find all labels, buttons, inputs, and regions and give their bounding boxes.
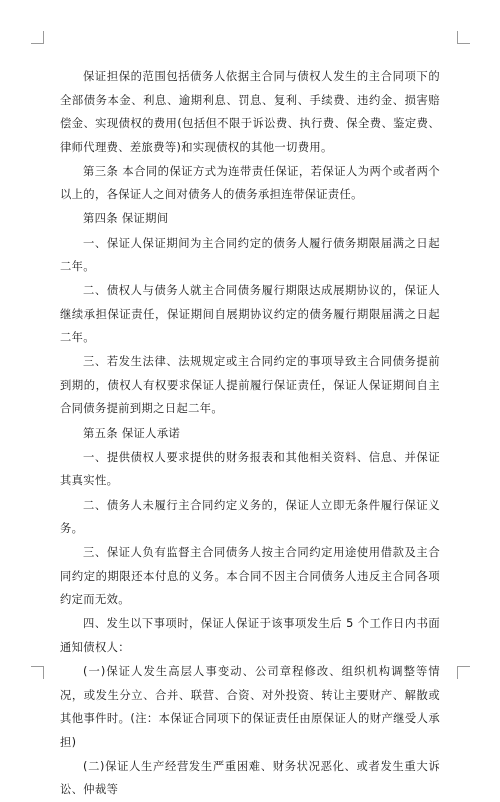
crop-mark-top-right — [457, 31, 470, 44]
document-body — [60, 65, 440, 802]
paragraph-article-3: 第三条 本合同的保证方式为连带责任保证，若保证人为两个或者两个以上的，各保证人之间对债务人的债务承担连带保证责任。 — [60, 164, 440, 202]
paragraph-subitem-1: (一)保证人发生高层人事变动、公司章程修改、组织机构调整等情况，或发生分立、合并、联营、合资、对外投资、转让主要财产、解散或其他事件时。(注：本保证合同项下的保证责任由原保证人的财产继受人承担) — [60, 665, 440, 749]
crop-mark-top-left — [31, 31, 44, 44]
crop-mark-bottom-right — [457, 666, 470, 679]
paragraph-article-5-item-4: 四、发生以下事项时，保证人保证于该事项发生后 5 个工作日内书面通知债权人： — [60, 617, 440, 654]
paragraph-article-5-item-3: 三、保证人负有监督主合同债务人按主合同约定用途使用借款及主合同约定的期限还本付息的义务。本合同不因主合同债务人违反主合同各项约定而无效。 — [60, 546, 440, 607]
paragraph-article-4-item-3: 三、若发生法律、法规规定或主合同约定的事项导致主合同债务提前到期的，债权人有权要求保证人提前履行保证责任，保证人保证期间自主合同债务提前到期之日起二年。 — [60, 355, 440, 416]
paragraph-article-4-item-2: 二、债权人与债务人就主合同债务履行期限达成展期协议的，保证人继续承担保证责任，保证期间自展期协议约定的债务履行期限届满之日起二年。 — [60, 284, 440, 345]
heading-article-5: 第五条 保证人承诺 — [83, 426, 181, 440]
paragraph-article-4-item-1: 一、保证人保证期间为主合同约定的债务人履行债务期限届满之日起二年。 — [60, 236, 440, 274]
paragraph-guarantee-scope: 保证担保的范围包括债务人依据主合同与债权人发生的主合同项下的全部债务本金、利息、逾期利息、罚息、复利、手续费、违约金、损害赔偿金、实现债权的费用(包括但不限于诉讼费、执行费、保全费、鉴定费、律师代理费、差旅费等)和实现债权的其他一切费用。 — [60, 70, 440, 154]
paragraph-subitem-2: (二)保证人生产经营发生严重困难、财务状况恶化、或者发生重大诉讼、仲裁等 — [60, 759, 440, 797]
crop-mark-bottom-left — [31, 666, 44, 679]
paragraph-article-5-item-2: 二、债务人未履行主合同约定义务的，保证人立即无条件履行保证义务。 — [60, 498, 440, 535]
heading-article-4: 第四条 保证期间 — [83, 212, 169, 226]
paragraph-article-5-item-1: 一、提供债权人要求提供的财务报表和其他相关资料、信息、并保证其真实性。 — [60, 450, 440, 488]
